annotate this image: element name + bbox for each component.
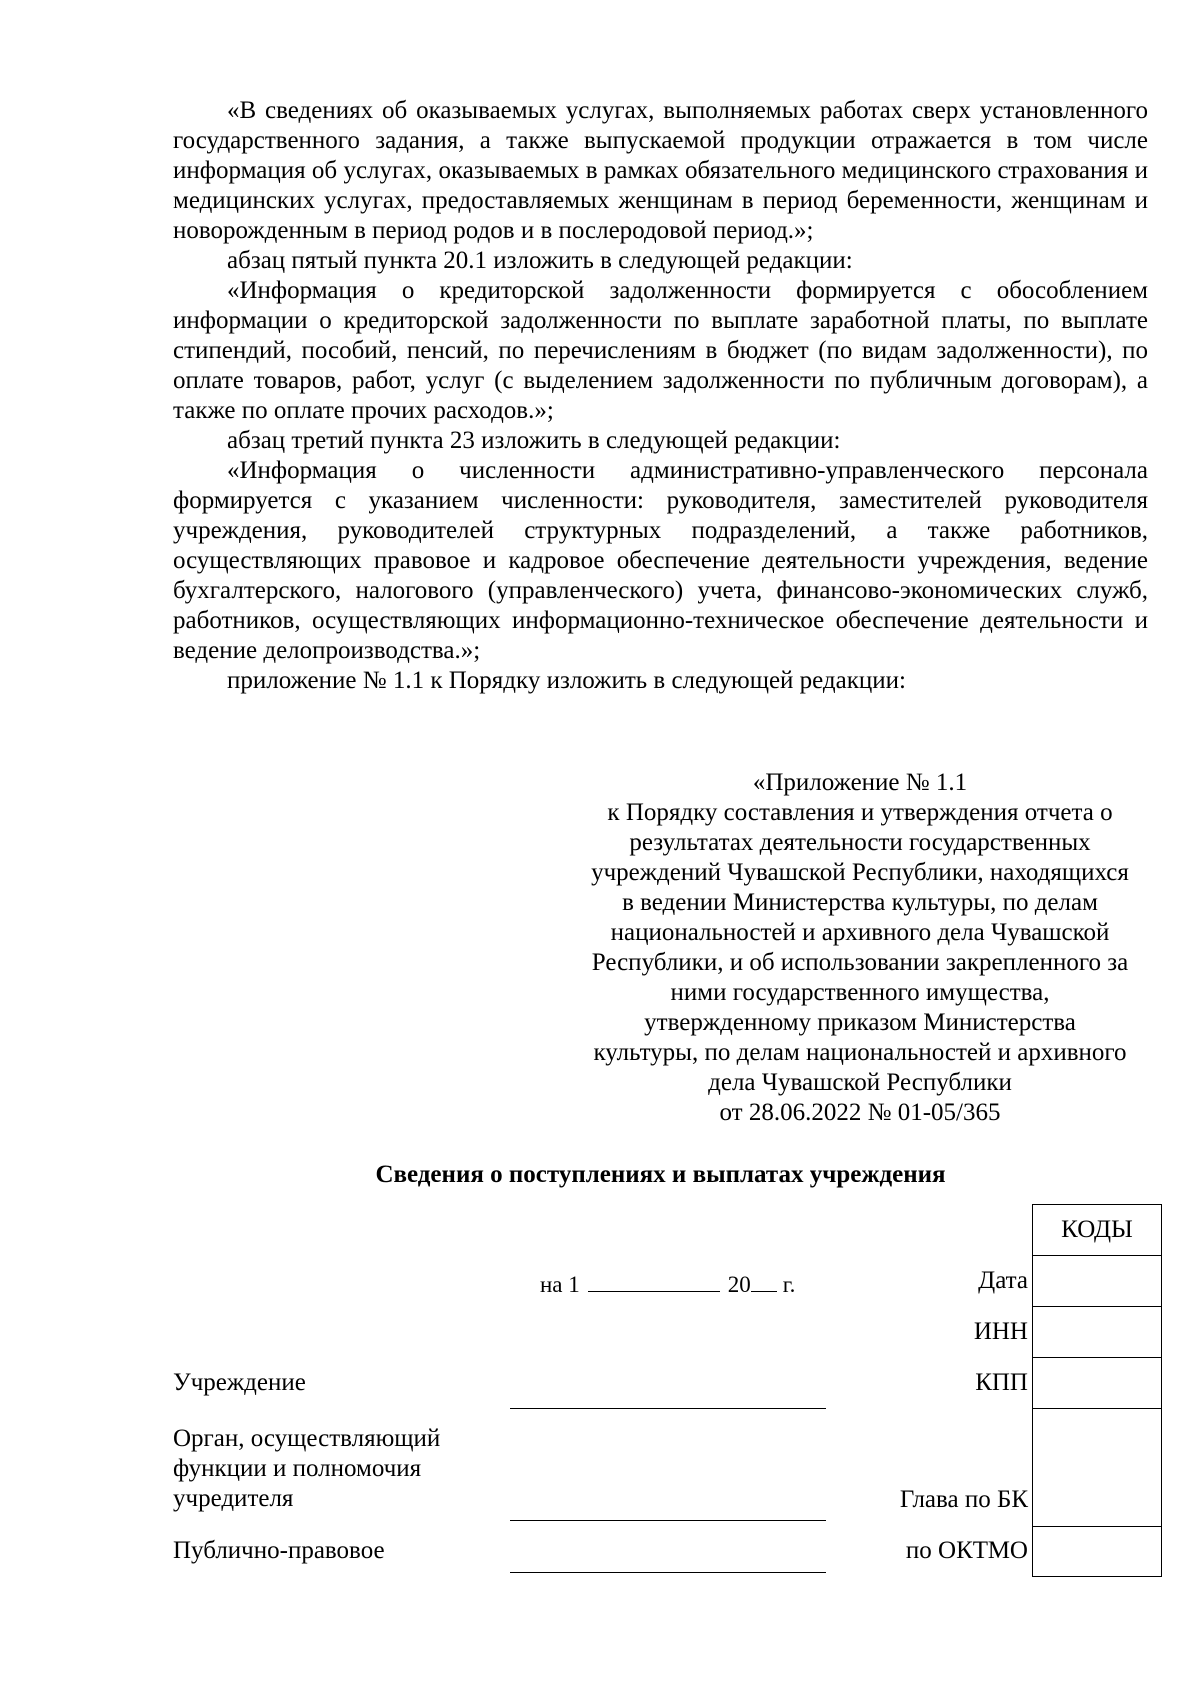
codes-header: КОДЫ	[1033, 1205, 1161, 1256]
label-institution: Учреждение	[173, 1369, 306, 1396]
date-year: 20	[727, 1272, 751, 1297]
code-cell-glava-bk[interactable]	[1033, 1409, 1161, 1527]
paragraph: «Информация о численности административно-управленческого персонала формируется с указанием численности: руководителя, заместителей руководителя учреждения, руководителей структурных подразделений, а также работников, осуществляющих правовое и кадровое обеспечение деятельности учреждения, ведение бухгалтерского, налогового (управленческого) учета, финансово-экономических служб, работников, осуществляющих информационно-техническое обеспечение деятельности и ведение делопроизводства.»;	[173, 457, 1148, 664]
form-title: Сведения о поступлениях и выплатах учреждения	[375, 1161, 946, 1188]
paragraph: «В сведениях об оказываемых услугах, выполняемых работах сверх установленного государственного задания, а также выпускаемой продукции отражается в том числе информация об услугах, оказываемых в рамках обязательного медицинского страхования и медицинских услугах, предоставляемых женщинам в период беременности, женщинам и новорожденным в период родов и в послеродовой период.»;	[173, 97, 1148, 244]
founder-field[interactable]	[510, 1520, 826, 1521]
appendix-line: результатах деятельности государственных	[629, 829, 1091, 856]
appendix-line: культуры, по делам национальностей и архивного	[593, 1039, 1127, 1066]
body-text	[173, 96, 1148, 696]
label-glava-bk: Глава по БК	[899, 1486, 1028, 1513]
label-kpp: КПП	[975, 1369, 1028, 1396]
appendix-header	[560, 768, 1160, 1128]
codes-table	[1032, 1204, 1162, 1577]
appendix-line: от 28.06.2022 № 01-05/365	[719, 1099, 1001, 1126]
code-cell-oktmo[interactable]	[1033, 1527, 1161, 1575]
label-oktmo: по ОКТМО	[905, 1537, 1028, 1564]
label-founder-line1: Орган, осуществляющий	[173, 1425, 441, 1452]
label-founder-line3: учредителя	[173, 1485, 294, 1512]
date-prefix: на 1	[540, 1272, 580, 1297]
paragraph: приложение № 1.1 к Порядку изложить в следующей редакции:	[227, 667, 906, 694]
appendix-line: в ведении Министерства культуры, по делам	[622, 889, 1098, 916]
appendix-line: дела Чувашской Республики	[708, 1069, 1012, 1096]
appendix-line: национальностей и архивного дела Чувашской	[610, 919, 1110, 946]
code-cell-kpp[interactable]	[1033, 1358, 1161, 1409]
label-inn: ИНН	[973, 1318, 1028, 1345]
code-cell-date[interactable]	[1033, 1256, 1161, 1307]
report-date-line	[540, 1270, 795, 1300]
code-cell-inn[interactable]	[1033, 1307, 1161, 1358]
institution-field[interactable]	[510, 1408, 826, 1409]
label-public-law: Публично-правовое	[173, 1537, 385, 1564]
appendix-line: к Порядку составления и утверждения отчета о	[607, 799, 1113, 826]
appendix-line: утвержденному приказом Министерства	[644, 1009, 1076, 1036]
label-founder-line2: функции и полномочия	[173, 1455, 422, 1482]
paragraph: «Информация о кредиторской задолженности формируется с обособлением информации о кредиторской задолженности по выплате заработной платы, по выплате стипендий, пособий, пенсий, по перечислениям в бюджет (по видам задолженности), по оплате товаров, работ, услуг (с выделением задолженности по публичным договорам), а также по оплате прочих расходов.»;	[173, 277, 1148, 424]
appendix-line: «Приложение № 1.1	[752, 769, 968, 796]
date-suffix: г.	[782, 1272, 796, 1297]
public-law-field[interactable]	[510, 1572, 826, 1573]
paragraph: абзац третий пункта 23 изложить в следующей редакции:	[227, 427, 841, 454]
year-blank[interactable]	[751, 1271, 777, 1292]
appendix-line: ними государственного имущества,	[670, 979, 1050, 1006]
month-blank[interactable]	[588, 1271, 720, 1292]
label-date: Дата	[978, 1267, 1028, 1294]
paragraph: абзац пятый пункта 20.1 изложить в следующей редакции:	[227, 247, 853, 274]
appendix-line: учреждений Чувашской Республики, находящихся	[591, 859, 1129, 886]
appendix-line: Республики, и об использовании закрепленного за	[591, 949, 1129, 976]
